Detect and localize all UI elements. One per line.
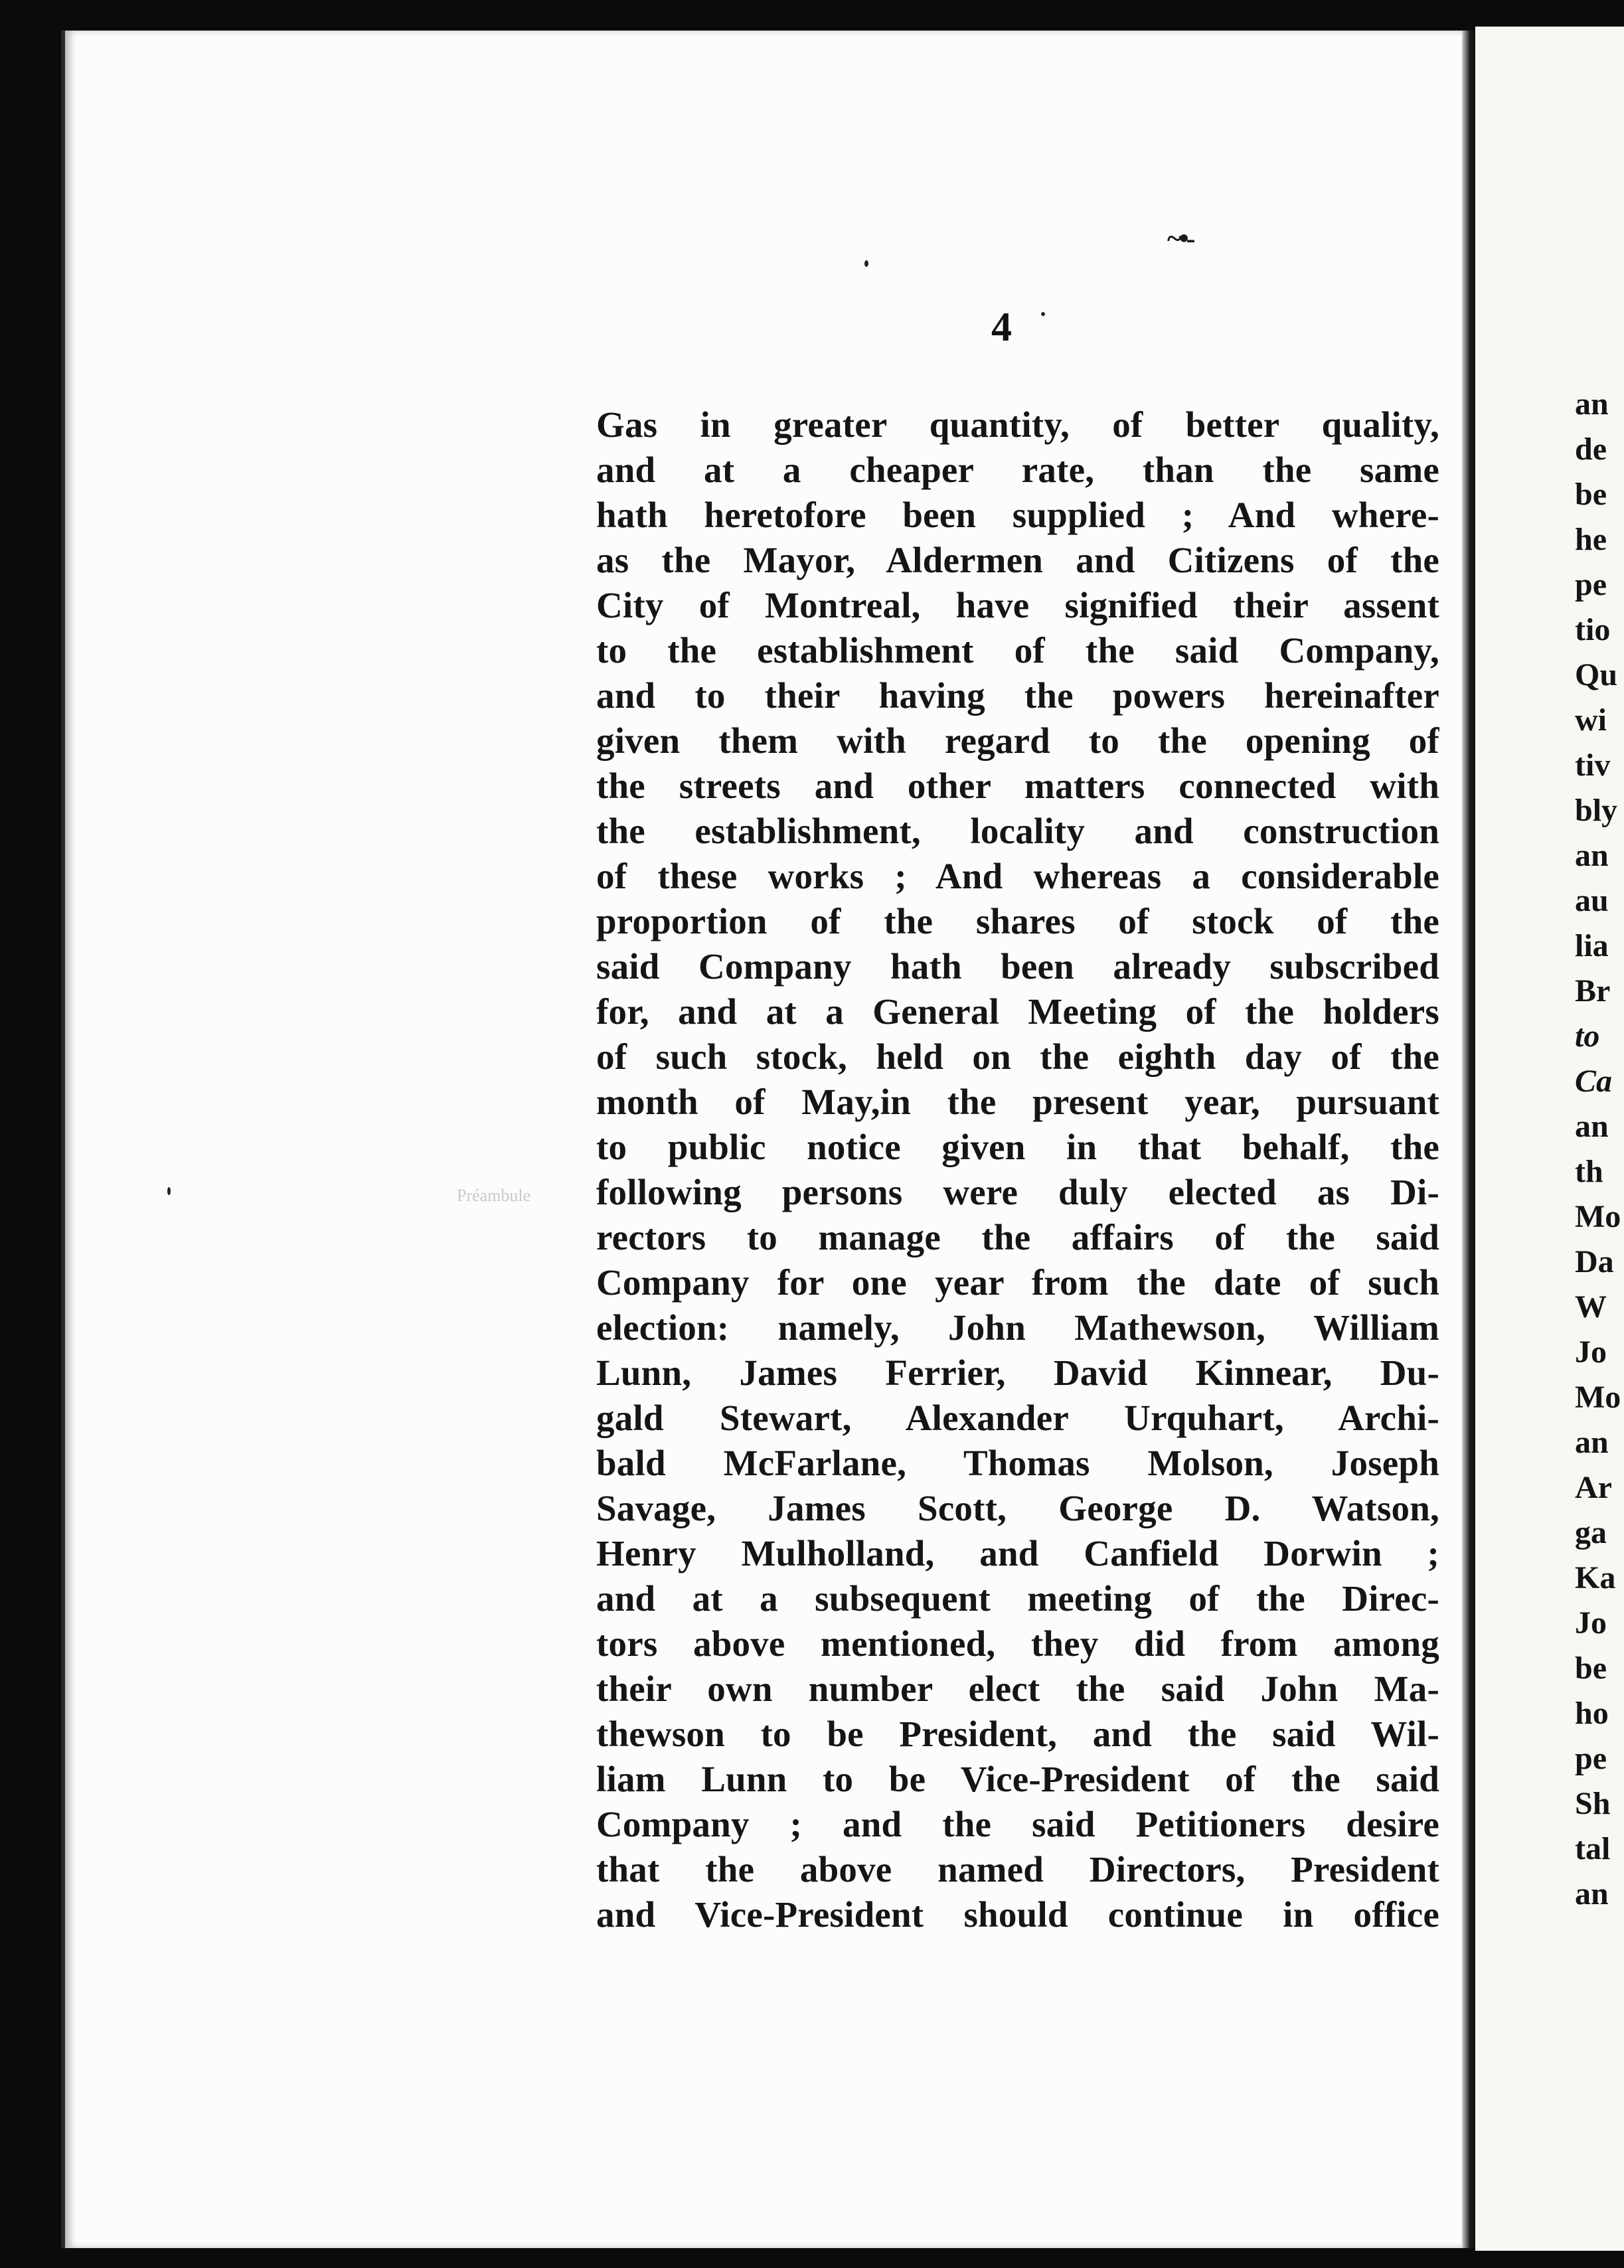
adjacent-page-fragment: to	[1575, 1018, 1600, 1054]
adjacent-page-fragment: de	[1575, 432, 1607, 467]
text-line: rectors to manage the affairs of the said	[596, 1217, 1439, 1257]
text-line: following persons were duly elected as Di-	[596, 1172, 1439, 1212]
text-line: given them with regard to the opening of	[596, 720, 1439, 761]
adjacent-page-fragment: tal	[1575, 1831, 1611, 1866]
adjacent-page-fragment: lia	[1575, 928, 1609, 963]
text-line: hath heretofore been supplied ; And where-	[596, 495, 1439, 535]
text-line: as the Mayor, Aldermen and Citizens of the	[596, 540, 1439, 580]
text-line: for, and at a General Meeting of the holders	[596, 991, 1439, 1032]
text-line: that the above named Directors, President	[596, 1849, 1439, 1890]
adjacent-page-fragment: Ar	[1575, 1470, 1612, 1505]
text-line: Gas in greater quantity, of better quality,	[596, 404, 1439, 445]
margin-note: Préambule	[457, 1186, 531, 1205]
text-line: Company for one year from the date of such	[596, 1262, 1439, 1303]
adjacent-page-fragment: Da	[1575, 1244, 1614, 1279]
text-line: and at a cheaper rate, than the same	[596, 449, 1439, 490]
adjacent-page-fragment: be	[1575, 477, 1607, 512]
adjacent-page-fragment: an	[1575, 386, 1609, 422]
text-line: the streets and other matters connected with	[596, 766, 1439, 806]
adjacent-page-fragment: W	[1575, 1289, 1607, 1325]
adjacent-page-fragment: ga	[1575, 1515, 1607, 1550]
adjacent-page-fragment: be	[1575, 1651, 1607, 1686]
adjacent-page-fragment: an	[1575, 1876, 1609, 1911]
page-gutter	[1462, 31, 1475, 2248]
text-line: gald Stewart, Alexander Urquhart, Archi-	[596, 1398, 1439, 1438]
text-line: and at a subsequent meeting of the Direc-	[596, 1578, 1439, 1619]
text-line: bald McFarlane, Thomas Molson, Joseph	[596, 1443, 1439, 1483]
adjacent-page	[1475, 27, 1624, 2251]
adjacent-page-fragment: wi	[1575, 702, 1607, 738]
scan-speck	[167, 1187, 171, 1195]
adjacent-page-fragment: an	[1575, 838, 1609, 873]
text-line: Henry Mulholland, and Canfield Dorwin ;	[596, 1533, 1439, 1574]
adjacent-page-fragment: Jo	[1575, 1335, 1607, 1370]
text-line: of such stock, held on the eighth day of the	[596, 1036, 1439, 1077]
text-line: proportion of the shares of stock of the	[596, 901, 1439, 941]
text-line: Lunn, James Ferrier, David Kinnear, Du-	[596, 1352, 1439, 1393]
text-line: thewson to be President, and the said Wil-	[596, 1714, 1439, 1754]
adjacent-page-fragment: Ca	[1575, 1064, 1613, 1099]
adjacent-page-fragment: Mo	[1575, 1380, 1621, 1415]
text-line: the establishment, locality and construction	[596, 811, 1439, 851]
adjacent-page-fragment: ho	[1575, 1696, 1609, 1731]
scan-speck	[1041, 312, 1045, 316]
text-line: Savage, James Scott, George D. Watson,	[596, 1488, 1439, 1528]
adjacent-page-fragment: tio	[1575, 612, 1611, 647]
text-line: month of May,in the present year, pursuant	[596, 1082, 1439, 1122]
scan-speck	[864, 260, 868, 267]
adjacent-page-fragment: Ka	[1575, 1560, 1616, 1595]
text-line: City of Montreal, have signified their assent	[596, 585, 1439, 625]
adjacent-page-fragment: Br	[1575, 973, 1611, 1009]
adjacent-page-fragment: he	[1575, 522, 1607, 557]
text-line: to the establishment of the said Company,	[596, 630, 1439, 671]
scanned-page	[61, 31, 1466, 2248]
text-line: liam Lunn to be Vice-President of the said	[596, 1759, 1439, 1799]
text-line: tors above mentioned, they did from among	[596, 1623, 1439, 1664]
body-text	[596, 402, 1439, 1937]
adjacent-page-fragment: Mo	[1575, 1199, 1621, 1234]
text-line: of these works ; And whereas a considerable	[596, 856, 1439, 896]
adjacent-page-fragment: an	[1575, 1109, 1609, 1144]
text-line: and to their having the powers hereinafter	[596, 675, 1439, 716]
adjacent-page-fragment: an	[1575, 1425, 1609, 1460]
adjacent-page-fragment: pe	[1575, 567, 1607, 602]
text-line: and Vice-President should continue in office	[596, 1894, 1439, 1935]
text-line: Company ; and the said Petitioners desire	[596, 1804, 1439, 1844]
page-number: 4	[991, 305, 1012, 350]
adjacent-page-fragment: Sh	[1575, 1786, 1611, 1821]
adjacent-page-fragment: th	[1575, 1154, 1603, 1189]
adjacent-page-fragment: tiv	[1575, 748, 1611, 783]
text-line: said Company hath been already subscribed	[596, 946, 1439, 987]
text-line: to public notice given in that behalf, the	[596, 1127, 1439, 1167]
text-line: their own number elect the said John Ma-	[596, 1668, 1439, 1709]
adjacent-page-fragment: pe	[1575, 1741, 1607, 1776]
adjacent-page-fragment: Qu	[1575, 657, 1618, 692]
adjacent-page-fragment: au	[1575, 883, 1609, 918]
text-line: election: namely, John Mathewson, William	[596, 1307, 1439, 1348]
printer-ornament: ~•-	[1167, 224, 1193, 254]
adjacent-page-fragment: bly	[1575, 793, 1618, 828]
adjacent-page-fragment: Jo	[1575, 1605, 1607, 1641]
